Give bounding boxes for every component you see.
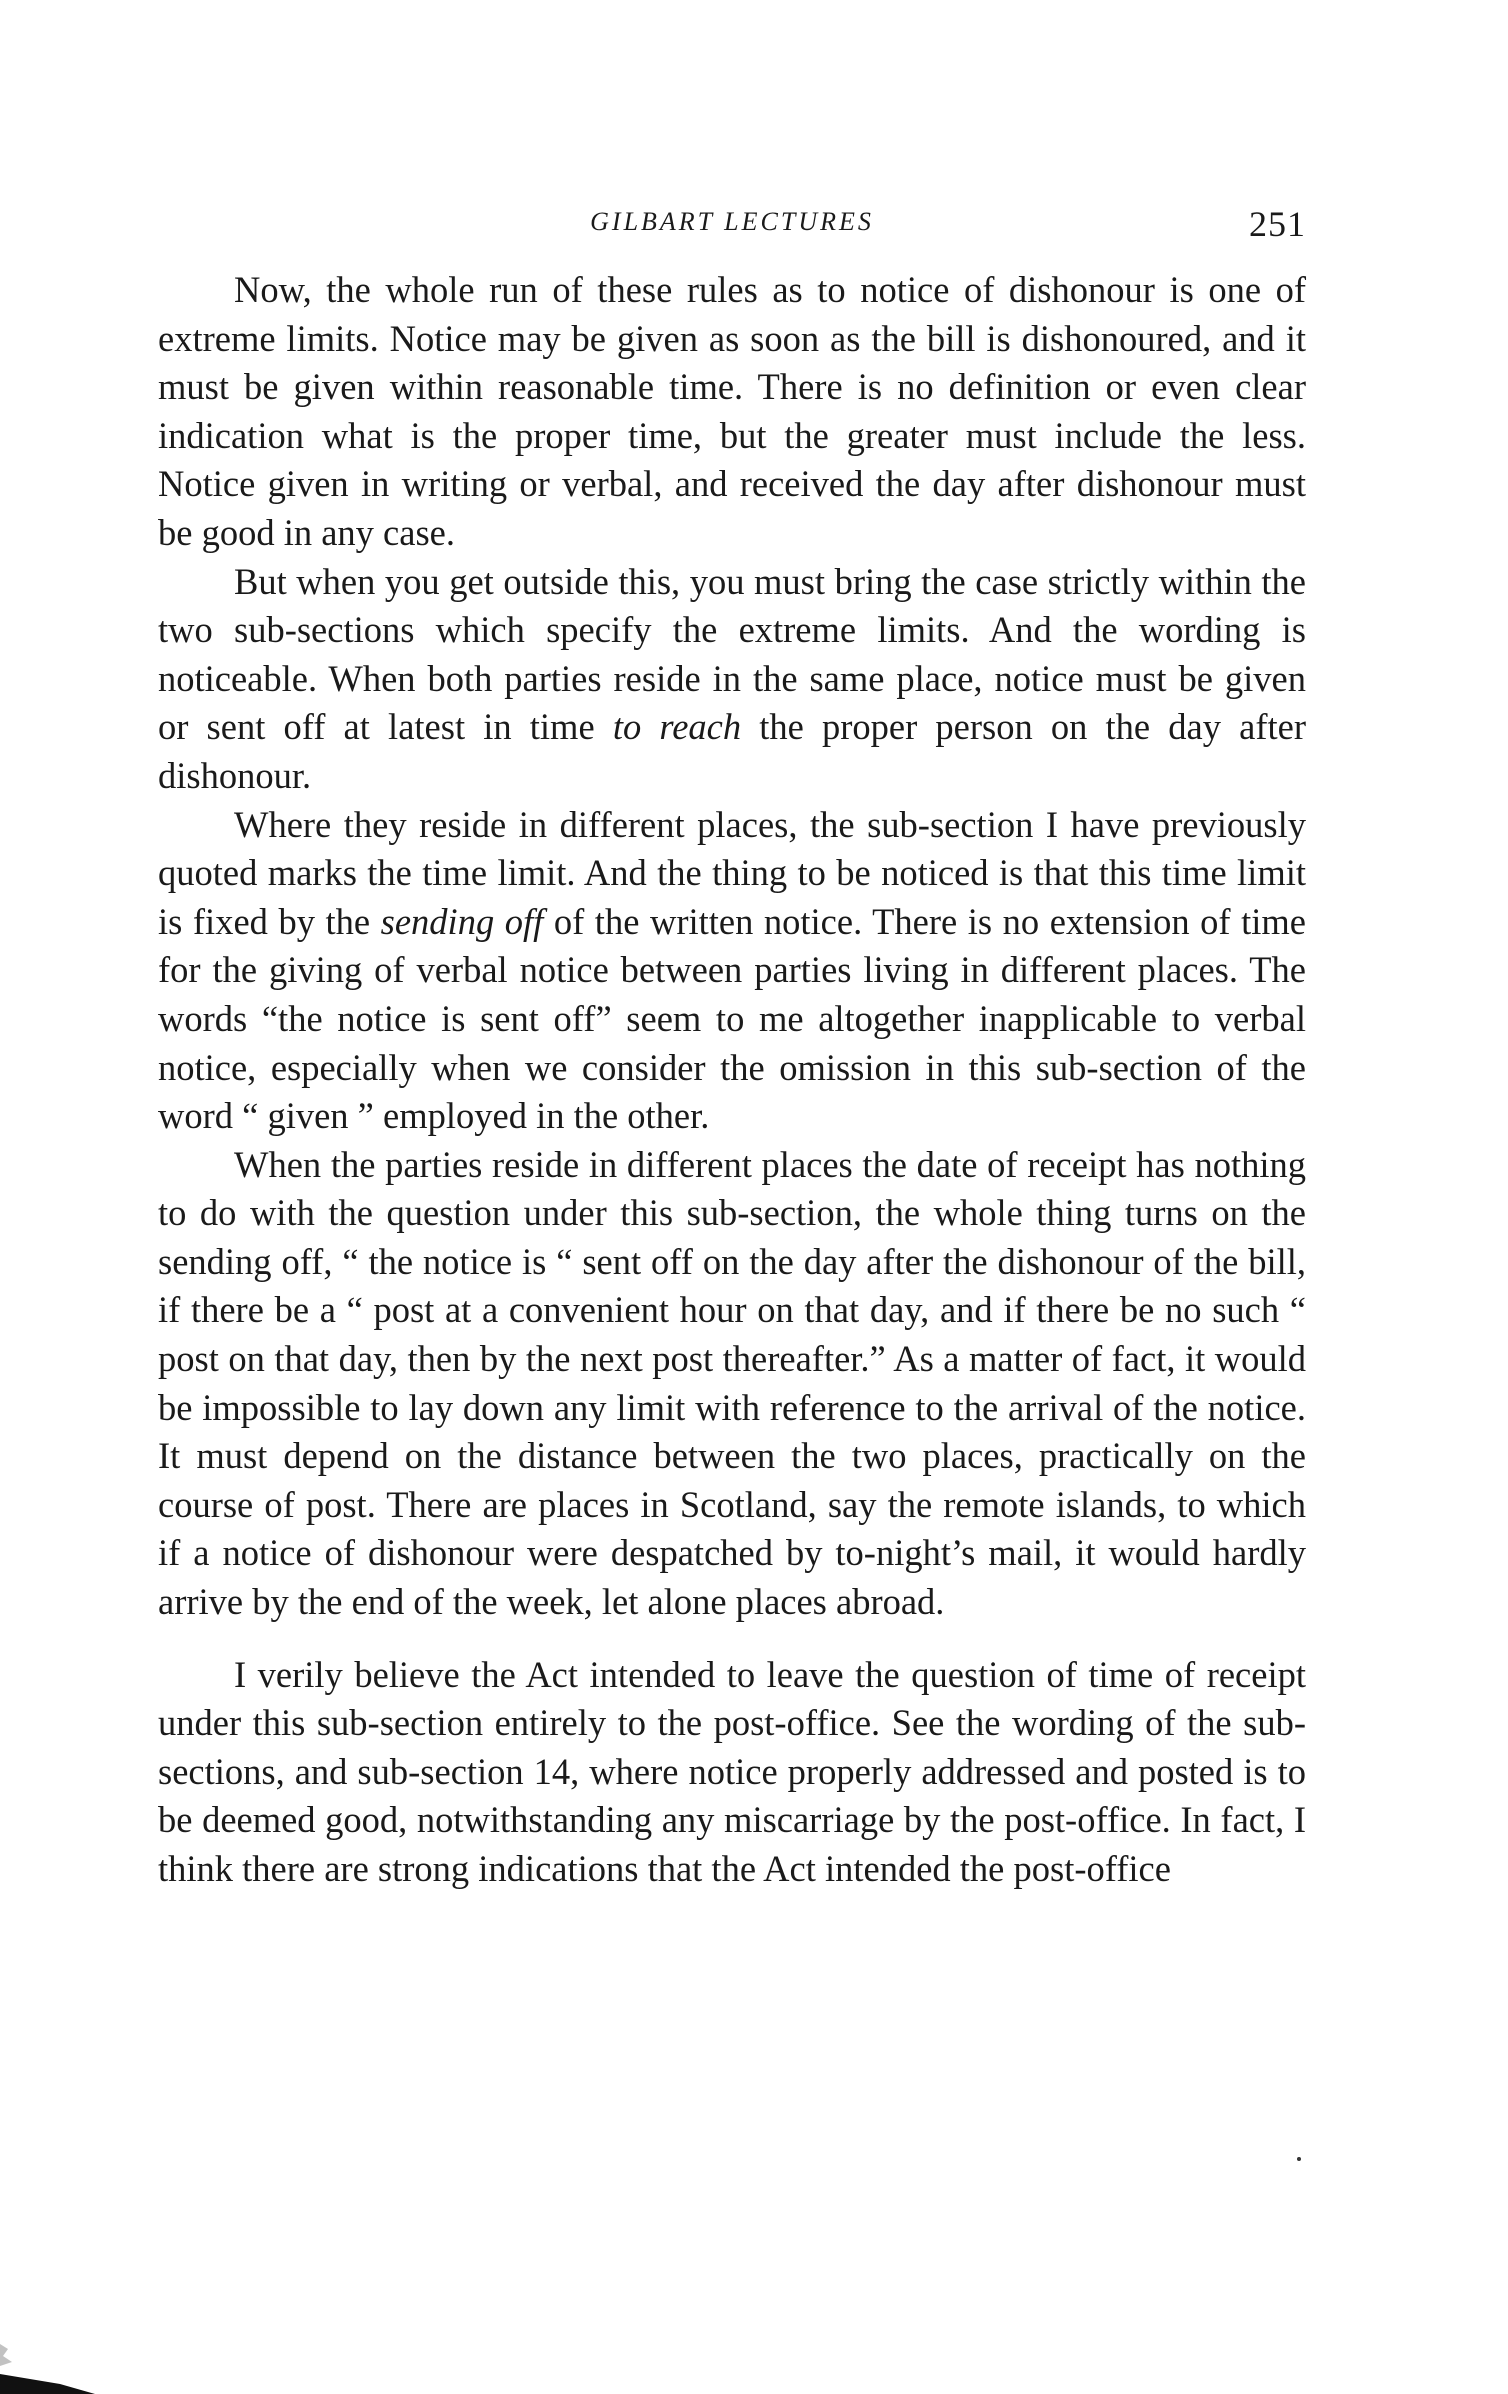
paragraph-2-emphasis: to reach (612, 706, 742, 748)
paragraph-4: When the parties reside in different places the date of receipt has nothing to do with the question under this sub-section, the whole thing turns on the sending off, “ the notice is “ sent off on the day after the dishonour of the bill, if there be a “ post at a convenient hour on that day, and if there be no such “ post on that day, then by the next post thereafter.” As a matter of fact, it would be impossible to lay down any limit with reference to the arrival of the notice. It must depend on the distance between the two places, practically on the course of post. There are places in Scotland, say the remote islands, to which if a notice of dishonour were despatched by to-night’s mail, it would hardly arrive by the end of the week, let alone places abroad. (158, 1143, 1306, 1623)
paragraph-2-text-before: But when you get outside this, you must bring the case strictly within the two sub-sections which specify the extreme limits. And the wording is noticeable. When both parties reside in the same place, notice must be given or sent off at latest in time (158, 560, 1306, 748)
paragraph-3-text-after: of the written notice. There is no extension of time for the giving of verbal notice between parties living in different places. The words “the notice is sent off” seem to me altogether inapplicable to verbal notice, especially when we consider the omission in this sub-section of the word “ given ” employed in the other. (158, 900, 1306, 1137)
running-title: GILBART LECTURES (590, 207, 874, 236)
paragraph-5: I verily believe the Act intended to leave the question of time of receipt under this sub-section entirely to the post-office. See the wording of the sub-sections, and sub-section 14, where notice properly addressed and posted is to be deemed good, notwithstanding any miscarriage by the post-office. In fact, I think there are strong indications that the Act intended the post-office (158, 1653, 1306, 1889)
paragraph-2-text-after: the proper person on the day after dishonour. (158, 706, 1306, 796)
body-text (158, 266, 1306, 1894)
paragraph-3 (158, 801, 1306, 1141)
paragraph-3-text-before: Where they reside in different places, the sub-section I have previously quoted marks the time limit. And the thing to be noticed is that this time limit is fixed by the (158, 803, 1306, 942)
paragraph-1: Now, the whole run of these rules as to notice of dishonour is one of extreme limits. Notice may be given as soon as the bill is dishonoured, and it must be given within reasonable time. There is no definition or even clear indication what is the proper time, but the greater must include the less. Notice given in writing or verbal, and received the day after dishonour must be good in any case. (158, 269, 1306, 553)
running-head (158, 203, 1306, 243)
page-speck (1297, 2157, 1301, 2161)
paragraph-3-emphasis: sending off (380, 900, 544, 942)
scan-shadow-corner (0, 2304, 120, 2394)
page-number: 251 (1249, 204, 1306, 244)
paragraph-2 (158, 558, 1306, 801)
